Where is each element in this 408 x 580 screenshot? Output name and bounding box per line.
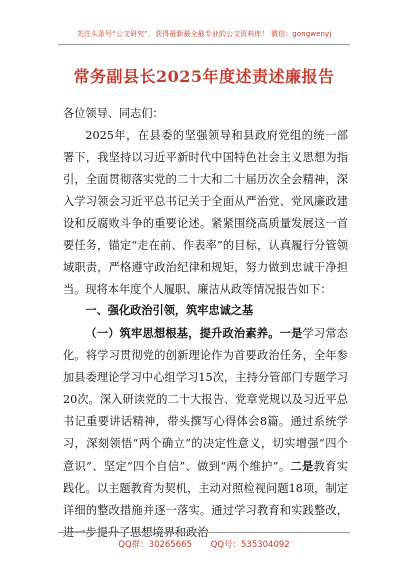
section-heading-1: 一、强化政治引领，筑牢忠诚之基 bbox=[85, 304, 254, 317]
footer-divider bbox=[58, 532, 350, 533]
lead-marker-1: 一是 bbox=[279, 326, 303, 340]
salutation: 各位领导、同志们： bbox=[63, 107, 164, 120]
header-banner: 关注头条号“公文研究”，获得最新最全最专业的公文资料库！ 微信：gongwenyj bbox=[76, 30, 332, 38]
lead-marker-2: 二是 bbox=[290, 459, 314, 473]
document-title: 常务副县长2025年度述责述廉报告 bbox=[73, 67, 335, 86]
paragraph-text-2: 教育实践化。以主题教育为契机，主动对照检视问题18项，制定详细的整改措施并逐一落实。通过学习教育和实践整改，进一步提升了思想境界和政治 bbox=[63, 460, 348, 539]
sub-heading-1: （一）筑牢思想根基，提升政治素养。 bbox=[85, 326, 280, 340]
header-divider bbox=[58, 44, 350, 45]
paragraph-text-1: 学习常态化。将学习贯彻党的创新理论作为首要政治任务，全年参加县委理论学习中心组学习15次，主持分管部门专题学习20次。深入研读党的二十大报告、党章党规以及习近平总书记重要讲话精神，带头撰写心得体会8篇。通过系统学习，深刻领悟“两个确立”的决定性意义，切实增强“四个意识”、坚定“四个自信”、做到“两个维护”。 bbox=[63, 327, 348, 473]
footer-qq: QQ号：535304092 bbox=[210, 540, 290, 550]
paragraph-intro: 2025年，在县委的坚强领导和县政府党组的统一部署下，我坚持以习近平新时代中国特色社会主义思想为指引，全面贯彻落实党的二十大和二十届历次全会精神，深入学习领会习近平总书记关于全面从严治党、党风廉政建设和反腐败斗争的重要论述。紧紧围绕高质量发展这一首要任务，锚定“走在前、作表率”的目标，认真履行分管领域职责，严格遵守政治纪律和规矩，努力做到忠诚干净担当。现将本年度个人履职、廉洁从政等情况报告如下： bbox=[63, 129, 348, 296]
footer-qq-group: QQ群：30265665 bbox=[118, 540, 192, 550]
footer bbox=[0, 538, 408, 550]
paragraph-section-1 bbox=[63, 322, 348, 544]
